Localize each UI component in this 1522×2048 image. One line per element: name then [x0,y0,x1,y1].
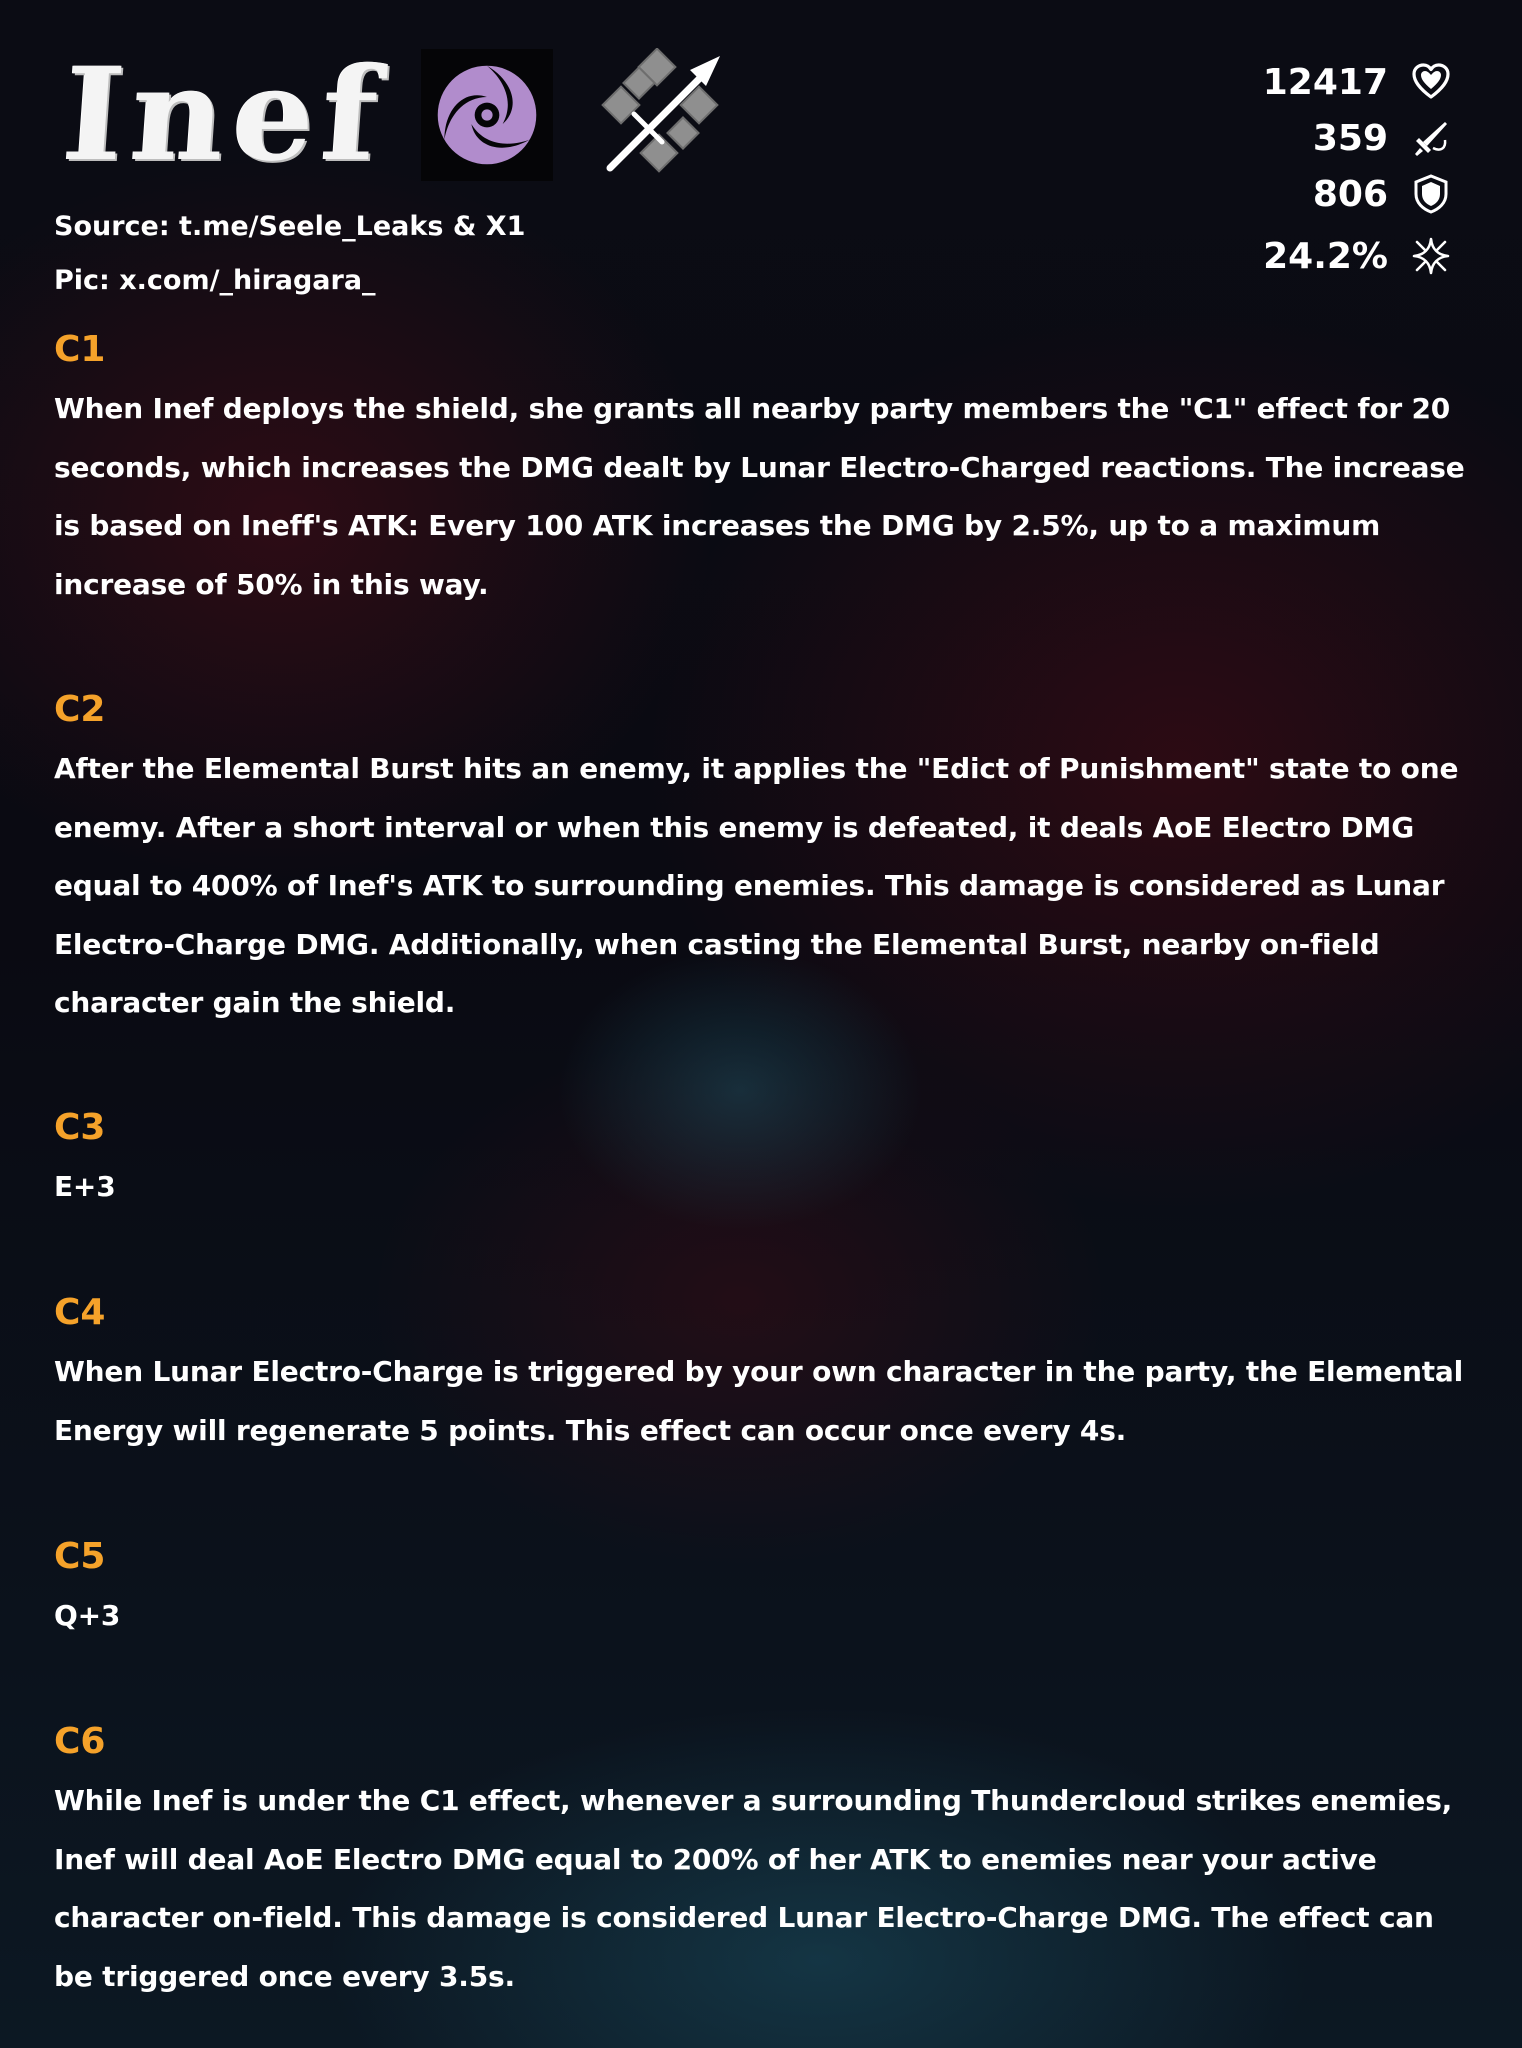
source-credit: Source: t.me/Seele_Leaks & X1 [54,211,526,242]
electro-element-icon [421,49,553,181]
constellation-description: E+3 [54,1170,116,1203]
stat-atk-value: 359 [1312,117,1388,159]
stat-row-def [1152,166,1452,222]
constellation-c2 [54,680,1474,1033]
character-name: Inef [58,40,391,190]
shield-def-icon [1410,173,1452,215]
heart-hp-icon [1410,61,1452,103]
title-row [58,40,731,190]
polearm-weapon-graphic [594,48,728,182]
constellation-description: When Lunar Electro-Charge is triggered by your own character in the party, the Elemental Energy will regenerate 5 points. This effect can occur once every 4s. [54,1355,1463,1447]
stat-row-atk [1152,110,1452,166]
polearm-weapon-icon [591,45,731,185]
electro-element-graphic [431,59,543,171]
constellation-description: When Inef deploys the shield, she grants all nearby party members the "C1" effect for 20 seconds, which increases the DMG dealt by Lunar Electro-Charged reactions. The increase is based on Ineff's ATK: Every 100 ATK increases the DMG by 2.5%, up to a maximum increase of 50% in this way. [54,392,1465,601]
constellation-c4 [54,1283,1474,1460]
constellation-description: After the Elemental Burst hits an enemy, it applies the "Edict of Punishment" state to one enemy. After a short interval or when this enemy is defeated, it deals AoE Electro DMG equal to 400% of Inef's ATK to surrounding enemies. This damage is considered as Lunar Electro-Charge DMG. Additionally, when casting the Elemental Burst, nearby on-field character gain the shield. [54,752,1459,1019]
constellation-title: C4 [54,1292,106,1333]
stats-panel [1152,54,1452,284]
constellation-title: C2 [54,689,106,730]
constellation-title: C3 [54,1107,106,1148]
stat-row-bonus [1152,228,1452,284]
constellation-title: C6 [54,1721,106,1762]
star-burst-icon [1410,235,1452,277]
stat-hp-value: 12417 [1262,61,1388,103]
stat-def-value: 806 [1312,173,1388,215]
credits [54,200,525,308]
sword-atk-icon [1410,117,1452,159]
constellation-title: C5 [54,1536,106,1577]
pic-credit: Pic: x.com/_hiragara_ [54,265,376,296]
constellation-c6 [54,1712,1474,2006]
stat-row-hp [1152,54,1452,110]
constellation-c3 [54,1098,1474,1217]
constellation-title: C1 [54,329,106,370]
header [0,0,1522,320]
constellation-c5 [54,1527,1474,1646]
constellation-c1 [54,320,1474,614]
constellation-description: While Inef is under the C1 effect, whenever a surrounding Thundercloud strikes enemies, Inef will deal AoE Electro DMG equal to 200% of her ATK to enemies near your active character on-field. This damage is considered Lunar Electro-Charge DMG. The effect can be triggered once every 3.5s. [54,1784,1453,1993]
stat-bonus-value: 24.2% [1263,235,1388,277]
constellation-description: Q+3 [54,1599,121,1632]
